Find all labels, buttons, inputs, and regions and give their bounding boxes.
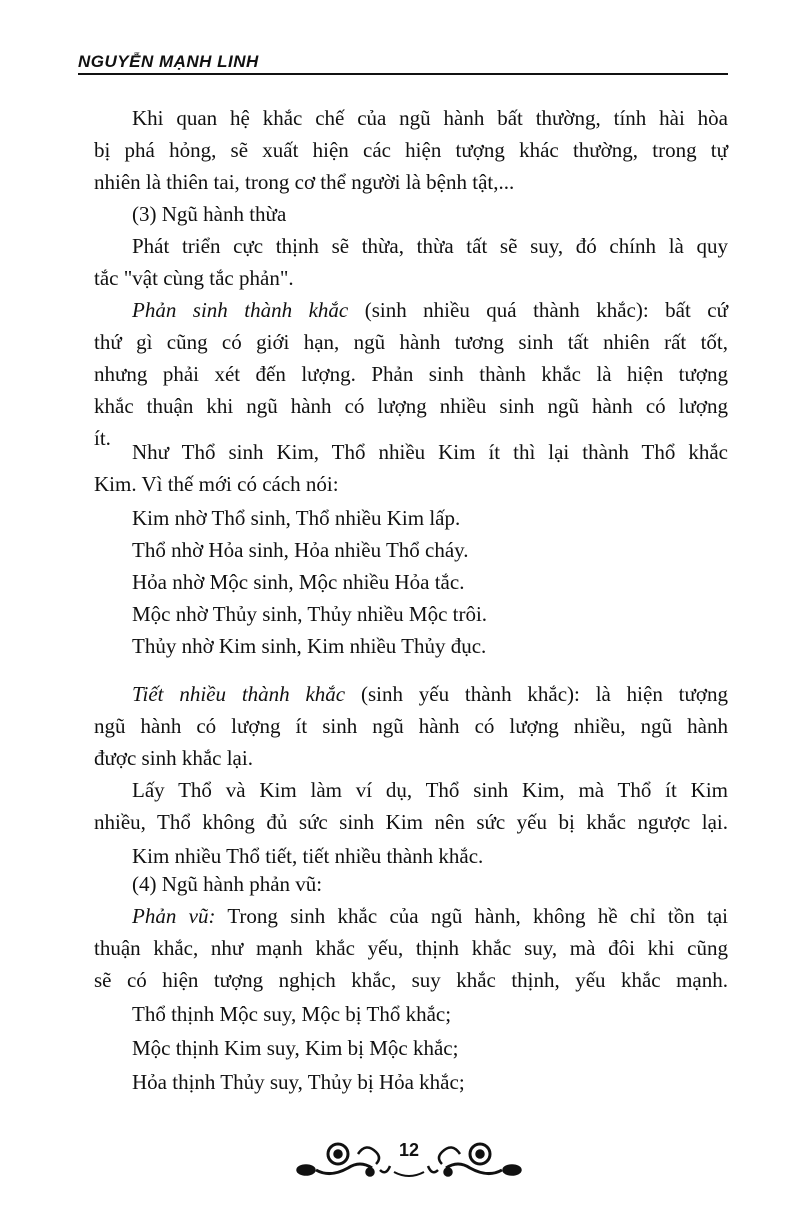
text-line — [132, 680, 728, 708]
text-line — [132, 1034, 728, 1062]
line-text: khắc thuận khi ngũ hành có lượng nhiều sinh ngũ hành có lượng — [94, 394, 728, 418]
line-text: Như Thổ sinh Kim, Thổ nhiều Kim ít thì lại thành Thổ khắc — [132, 440, 728, 464]
text-line — [94, 966, 728, 994]
line-text: nhiều, Thổ không đủ sức sinh Kim nên sức yếu bị khắc ngược lại. — [94, 810, 728, 834]
line-text: bị phá hỏng, sẽ xuất hiện các hiện tượng khác thường, trong tự — [94, 138, 728, 162]
line-text: (4) Ngũ hành phản vũ: — [132, 872, 323, 896]
running-header-author: NGUYỄN MẠNH LINH — [78, 52, 259, 71]
text-line — [132, 842, 728, 870]
text-line — [94, 808, 728, 836]
line-text: Mộc nhờ Thủy sinh, Thủy nhiều Mộc trôi. — [132, 602, 488, 626]
italic-term: Phản vũ: — [132, 904, 216, 928]
line-text: Mộc thịnh Kim suy, Kim bị Mộc khắc; — [132, 1036, 459, 1060]
italic-term: Tiết nhiều thành khắc — [132, 682, 346, 706]
line-text: được sinh khắc lại. — [94, 746, 253, 770]
line-text: sẽ có hiện tượng nghịch khắc, suy khắc thịnh, yếu khắc mạnh. — [94, 968, 728, 992]
line-text: Thủy nhờ Kim sinh, Kim nhiều Thủy đục. — [132, 634, 487, 658]
text-line — [94, 360, 728, 388]
line-text: Thổ thịnh Mộc suy, Mộc bị Thổ khắc; — [132, 1002, 452, 1026]
text-line — [132, 1000, 728, 1028]
text-line — [132, 232, 728, 260]
line-text: Hỏa thịnh Thủy suy, Thủy bị Hỏa khắc; — [132, 1070, 465, 1094]
header-divider — [78, 73, 728, 75]
line-text: thứ gì cũng có giới hạn, ngũ hành tương sinh tất nhiên rất tốt, — [94, 330, 728, 354]
text-line — [132, 776, 728, 804]
text-line — [132, 296, 728, 324]
line-text: (sinh yếu thành khắc): là hiện tượng — [345, 682, 728, 706]
text-line — [94, 470, 728, 498]
text-line — [94, 712, 728, 740]
line-text: tắc "vật cùng tắc phản". — [94, 266, 294, 290]
line-text: Kim. Vì thế mới có cách nói: — [94, 472, 339, 496]
line-text: Hỏa nhờ Mộc sinh, Mộc nhiều Hỏa tắc. — [132, 570, 465, 594]
text-line — [132, 902, 728, 930]
line-text: thuận khắc, như mạnh khắc yếu, thịnh khắc suy, mà đôi khi cũng — [94, 936, 728, 960]
text-line — [94, 392, 728, 420]
text-line — [94, 744, 728, 772]
line-text: nhưng phải xét đến lượng. Phản sinh thành khắc là hiện tượng — [94, 362, 728, 386]
line-text: Kim nhiều Thổ tiết, tiết nhiều thành khắc. — [132, 844, 484, 868]
text-line — [94, 264, 728, 292]
text-line — [132, 536, 728, 564]
text-line — [132, 870, 728, 898]
text-line — [132, 632, 728, 660]
line-text: (sinh nhiều quá thành khắc): bất cứ — [348, 298, 728, 322]
text-line — [94, 934, 728, 962]
text-line — [132, 104, 728, 132]
line-text: Thổ nhờ Hỏa sinh, Hỏa nhiều Thổ cháy. — [132, 538, 469, 562]
text-line — [94, 168, 728, 196]
page-number: 12 — [391, 1140, 427, 1160]
line-text: ngũ hành có lượng ít sinh ngũ hành có lượng nhiều, ngũ hành — [94, 714, 728, 738]
line-text: Lấy Thổ và Kim làm ví dụ, Thổ sinh Kim, mà Thổ ít Kim — [132, 778, 728, 802]
text-line — [132, 504, 728, 532]
line-text: nhiên là thiên tai, trong cơ thể người là bệnh tật,... — [94, 170, 515, 194]
text-line — [94, 136, 728, 164]
line-text: Phát triển cực thịnh sẽ thừa, thừa tất sẽ suy, đó chính là quy — [132, 234, 728, 258]
text-line — [132, 1068, 728, 1096]
text-line — [94, 328, 728, 356]
text-line — [132, 568, 728, 596]
line-text: Trong sinh khắc của ngũ hành, không hề chỉ tồn tại — [215, 904, 728, 928]
text-line — [132, 600, 728, 628]
line-text: Khi quan hệ khắc chế của ngũ hành bất thường, tính hài hòa — [132, 106, 728, 130]
text-line — [132, 200, 728, 228]
line-text: (3) Ngũ hành thừa — [132, 202, 287, 226]
text-line — [132, 438, 728, 466]
line-text: ít. — [94, 426, 111, 450]
italic-term: Phản sinh thành khắc — [132, 298, 349, 322]
line-text: Kim nhờ Thổ sinh, Thổ nhiều Kim lấp. — [132, 506, 461, 530]
